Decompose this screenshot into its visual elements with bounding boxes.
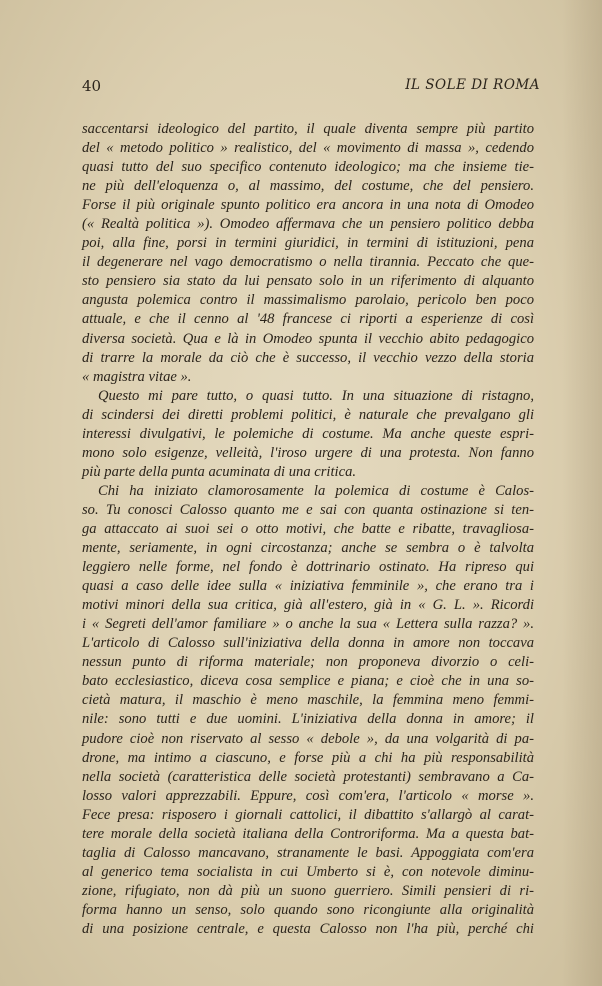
text-line: mono solo esigenze, velleità, l'iroso urgere di una protesta. Non fanno [82, 444, 534, 461]
text-line: diversa società. Qua e là in Omodeo spunta il vecchio abito pedagogico [82, 330, 534, 347]
text-line: tere morale della società italiana della Controriforma. Ma a questa bat- [82, 825, 534, 842]
text-line: di una posizione centrale, e questa Calosso non l'ha più, perché chi [82, 920, 534, 937]
text-line: taglia di Calosso mancavano, stranamente le basi. Appoggiata com'era [82, 844, 534, 861]
text-line: ga attaccato ai suoi sei o otto motivi, che batte e ribatte, travagliosa- [82, 520, 534, 537]
text-line: drone, ma intimo a ciascuno, e forse più a chi ha più responsabilità [82, 749, 534, 766]
text-line: motivi minori della sua critica, già all'estero, già in « G. L. ». Ricordi [82, 597, 534, 614]
text-line: bato ecclesiastico, diceva cosa semplice e piana; e cioè che in una so- [82, 673, 534, 690]
text-line: di scindersi dei diretti problemi politici, è naturale che prevalgano gli [82, 406, 534, 423]
text-line: saccentarsi ideologico del partito, il quale diventa sempre più partito [82, 121, 534, 137]
text-line: sto pensiero sia stato da lui pensato solo in un riferimento di alquanto [82, 273, 534, 290]
text-line: attuale, e che il cenno al '48 francese ci riporti a esperienze di così [82, 311, 534, 328]
text-line: i « Segreti dell'amor familiare » o anche la sua « Lettera sulla razza? ». [82, 616, 534, 633]
text-line: leggiero nelle forme, nel fondo è dottrinario ostinato. Ha ripreso qui [82, 559, 534, 576]
text-line: angusta polemica contro il massimalismo parolaio, pericolo ben poco [82, 292, 534, 309]
page-number: 40 [82, 77, 102, 95]
text-line: nella società (caratteristica delle società protestanti) sembravano a Ca- [82, 768, 534, 785]
text-line: Fece presa: risposero i giornali cattolici, il dibattito s'allargò al carat- [82, 806, 534, 823]
text-line: « magistra vitae ». [82, 368, 192, 385]
body-text [82, 120, 534, 939]
text-line: quasi tutto del suo specifico contenuto ideologico; ma che insieme tie- [82, 159, 534, 176]
text-line: poi, alla fine, porsi in termini giuridici, in termini di istituzioni, pena [82, 235, 534, 252]
text-line: zione, rifugiato, non dà più un suono guerriero. Simili pensieri di ri- [82, 882, 534, 899]
text-line: so. Tu conosci Calosso quanto me e sai con quanta ostinazione si ten- [82, 501, 534, 518]
text-line: il degenerare nel vago democratismo o nella tirannia. Peccato che que- [82, 254, 534, 271]
text-line: (« Realtà politica »). Omodeo affermava che un pensiero politico debba [82, 216, 534, 233]
text-line: nile: sono tutti e due uomini. L'iniziativa della donna in amore; il [82, 711, 534, 728]
text-line: ne più dell'eloquenza o, al massimo, del costume, che del pensiero. [82, 178, 534, 195]
text-line: più parte della punta acuminata di una critica. [82, 463, 357, 480]
text-line: mente, seriamente, in ogni circostanza; anche se sembra o è talvolta [82, 540, 534, 557]
text-line: forma hanno un senso, solo quando sono ricongiunte alla originalità [82, 901, 534, 918]
text-line: Forse il più originale spunto politico era ancora in una nota di Omodeo [82, 197, 534, 214]
text-line: al generico tema socialista in cui Umberto si è, con notevole diminu- [82, 863, 534, 880]
page-edge-shadow [562, 0, 602, 986]
text-line: Chi ha iniziato clamorosamente la polemica di costume è Calos- [98, 482, 534, 499]
text-line: L'articolo di Calosso sull'iniziativa della donna in amore non toccava [82, 635, 534, 652]
running-head: IL SOLE DI ROMA [405, 77, 540, 93]
text-line: quasi a caso delle idee sulla « iniziativa femminile », che erano tra i [82, 578, 534, 595]
text-line: del « metodo politico » realistico, del « movimento di massa », cedendo [82, 140, 534, 157]
text-line: Questo mi pare tutto, o quasi tutto. In una situazione di ristagno, [98, 387, 534, 404]
text-line: pudore cioè non riservato al sesso « debole », da una volgarità di pa- [82, 730, 534, 747]
text-line: interessi divulgativi, le polemiche di costume. Ma anche queste espri- [82, 425, 534, 442]
text-line: cietà matura, il maschio è meno maschile, la femmina meno femmi- [82, 692, 534, 709]
text-line: nessun punto di riforma materiale; non proponeva divorzio o celi- [82, 654, 534, 671]
text-line: losso valori apprezzabili. Eppure, così com'era, l'articolo « morse ». [82, 787, 534, 804]
text-line: di trarre la morale da ciò che è successo, il vecchio vezzo della storia [82, 349, 534, 366]
